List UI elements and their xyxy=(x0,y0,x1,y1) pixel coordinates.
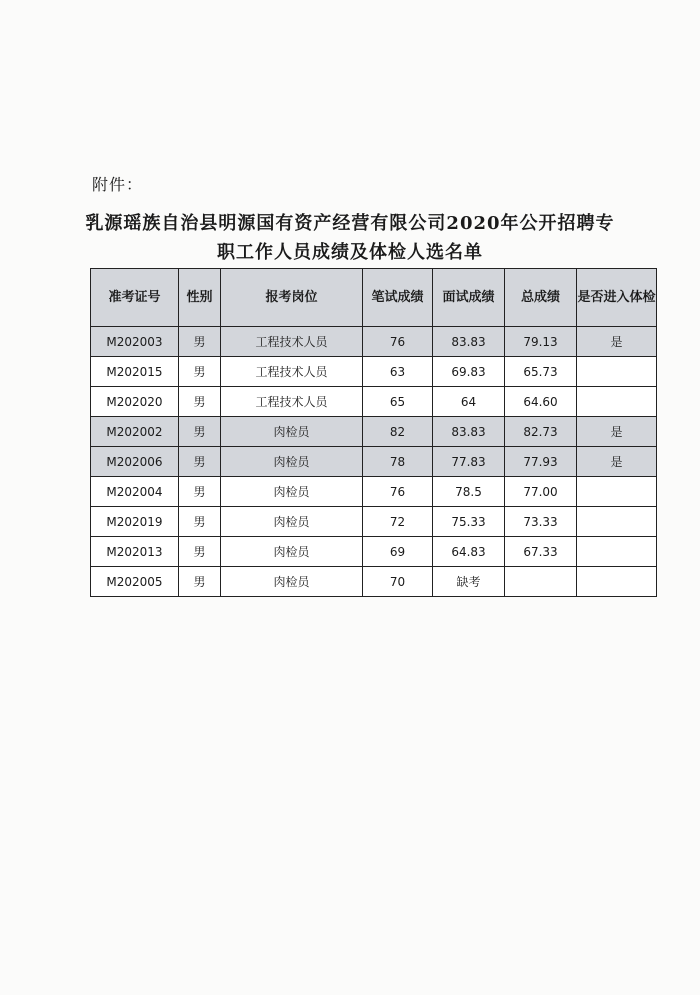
header-interview-score: 面试成绩 xyxy=(433,269,505,327)
table-row xyxy=(91,447,657,477)
cell-total-score: 77.00 xyxy=(505,477,577,507)
cell-total-score xyxy=(505,567,577,597)
cell-gender: 男 xyxy=(179,507,221,537)
cell-total-score: 65.73 xyxy=(505,357,577,387)
cell-interview-score: 69.83 xyxy=(433,357,505,387)
cell-physical-exam: 是 xyxy=(577,417,657,447)
cell-written-score: 72 xyxy=(363,507,433,537)
cell-total-score: 79.13 xyxy=(505,327,577,357)
cell-position: 工程技术人员 xyxy=(221,387,363,417)
cell-total-score: 67.33 xyxy=(505,537,577,567)
cell-exam-id: M202004 xyxy=(91,477,179,507)
cell-exam-id: M202002 xyxy=(91,417,179,447)
cell-position: 肉检员 xyxy=(221,447,363,477)
document-title-line-2: 职工作人员成绩及体检人选名单 xyxy=(217,242,483,263)
table-row xyxy=(91,327,657,357)
table-row xyxy=(91,477,657,507)
cell-position: 肉检员 xyxy=(221,507,363,537)
attachment-label: 附件： xyxy=(92,175,144,194)
cell-gender: 男 xyxy=(179,327,221,357)
cell-written-score: 82 xyxy=(363,417,433,447)
header-position: 报考岗位 xyxy=(221,269,363,327)
cell-exam-id: M202015 xyxy=(91,357,179,387)
cell-physical-exam xyxy=(577,357,657,387)
cell-position: 工程技术人员 xyxy=(221,327,363,357)
cell-position: 肉检员 xyxy=(221,417,363,447)
table-row xyxy=(91,567,657,597)
cell-exam-id: M202005 xyxy=(91,567,179,597)
table-row xyxy=(91,507,657,537)
cell-exam-id: M202003 xyxy=(91,327,179,357)
cell-written-score: 78 xyxy=(363,447,433,477)
cell-gender: 男 xyxy=(179,447,221,477)
cell-physical-exam xyxy=(577,477,657,507)
cell-written-score: 63 xyxy=(363,357,433,387)
header-exam-id: 准考证号 xyxy=(91,269,179,327)
score-table xyxy=(90,268,657,597)
cell-interview-score: 64 xyxy=(433,387,505,417)
cell-written-score: 76 xyxy=(363,477,433,507)
cell-position: 工程技术人员 xyxy=(221,357,363,387)
cell-exam-id: M202019 xyxy=(91,507,179,537)
cell-physical-exam: 是 xyxy=(577,447,657,477)
cell-interview-score: 77.83 xyxy=(433,447,505,477)
cell-written-score: 76 xyxy=(363,327,433,357)
cell-gender: 男 xyxy=(179,357,221,387)
cell-interview-score: 78.5 xyxy=(433,477,505,507)
cell-interview-score: 75.33 xyxy=(433,507,505,537)
cell-gender: 男 xyxy=(179,417,221,447)
cell-position: 肉检员 xyxy=(221,567,363,597)
header-written-score: 笔试成绩 xyxy=(363,269,433,327)
table-row xyxy=(91,417,657,447)
cell-exam-id: M202020 xyxy=(91,387,179,417)
cell-total-score: 64.60 xyxy=(505,387,577,417)
cell-position: 肉检员 xyxy=(221,477,363,507)
cell-position: 肉检员 xyxy=(221,537,363,567)
cell-written-score: 65 xyxy=(363,387,433,417)
cell-written-score: 70 xyxy=(363,567,433,597)
cell-interview-score: 缺考 xyxy=(433,567,505,597)
document-title-line-1: 乳源瑶族自治县明源国有资产经营有限公司2020年公开招聘专 xyxy=(85,213,615,234)
table-header-row xyxy=(91,269,657,327)
header-gender: 性别 xyxy=(179,269,221,327)
cell-physical-exam xyxy=(577,507,657,537)
cell-physical-exam xyxy=(577,387,657,417)
cell-interview-score: 83.83 xyxy=(433,417,505,447)
table-row xyxy=(91,387,657,417)
cell-physical-exam: 是 xyxy=(577,327,657,357)
header-physical-exam: 是否进入体检 xyxy=(577,269,657,327)
table-row xyxy=(91,357,657,387)
cell-exam-id: M202006 xyxy=(91,447,179,477)
cell-gender: 男 xyxy=(179,477,221,507)
cell-total-score: 73.33 xyxy=(505,507,577,537)
cell-total-score: 82.73 xyxy=(505,417,577,447)
cell-gender: 男 xyxy=(179,387,221,417)
header-total-score: 总成绩 xyxy=(505,269,577,327)
cell-exam-id: M202013 xyxy=(91,537,179,567)
cell-written-score: 69 xyxy=(363,537,433,567)
cell-physical-exam xyxy=(577,537,657,567)
cell-physical-exam xyxy=(577,567,657,597)
cell-gender: 男 xyxy=(179,537,221,567)
cell-interview-score: 83.83 xyxy=(433,327,505,357)
cell-total-score: 77.93 xyxy=(505,447,577,477)
cell-interview-score: 64.83 xyxy=(433,537,505,567)
cell-gender: 男 xyxy=(179,567,221,597)
table-row xyxy=(91,537,657,567)
